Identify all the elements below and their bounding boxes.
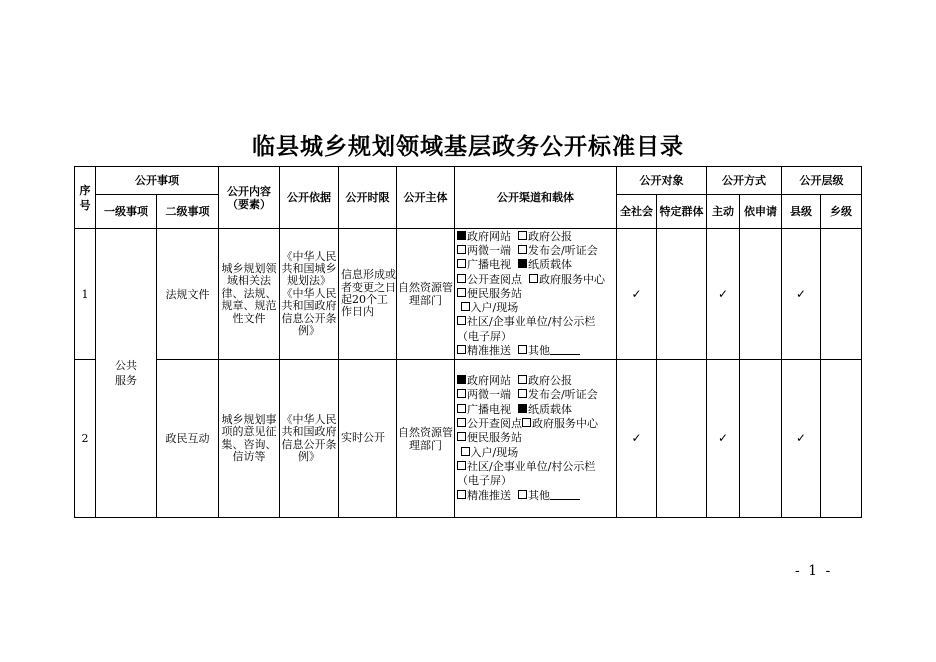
checkbox-empty-icon bbox=[461, 302, 470, 311]
checkbox-checked-icon bbox=[457, 231, 466, 240]
row-level-town bbox=[821, 360, 862, 518]
checkbox-empty-icon bbox=[522, 418, 531, 427]
header-method-request: 依申请 bbox=[740, 195, 782, 229]
row-basis: 《中华人民共和国城乡规划法》《中华人民共和国政府信息公开条例》 bbox=[280, 229, 339, 360]
fill-blank-line bbox=[550, 489, 580, 500]
checkbox-empty-icon bbox=[457, 432, 466, 441]
header-level: 公开层级 bbox=[782, 167, 862, 195]
checkbox-empty-icon bbox=[457, 389, 466, 398]
header-audience-specific: 特定群体 bbox=[657, 195, 707, 229]
row-subject: 自然资源管理部门 bbox=[397, 229, 455, 360]
row-seq: 2 bbox=[75, 360, 96, 518]
header-subject: 公开主体 bbox=[397, 167, 455, 229]
checkbox-checked-icon bbox=[518, 259, 527, 268]
checkbox-empty-icon bbox=[518, 389, 527, 398]
level1-cell: 公共服务 bbox=[96, 229, 157, 518]
row-channels: 政府网站 政府公报 两微一端 发布会/听证会 广播电视 纸质载体 公开查阅点 政府服务中心 便民服务站 入户/现场 社区/企事业单位/村公示栏（电子屏） 精准推送 其他 bbox=[455, 360, 617, 518]
row-time-limit: 信息形成或者变更之日起20个工作日内 bbox=[339, 229, 397, 360]
row-level2: 政民互动 bbox=[157, 360, 219, 518]
header-level-town: 乡级 bbox=[821, 195, 862, 229]
header-level2: 二级事项 bbox=[157, 195, 219, 229]
table-row bbox=[75, 229, 862, 360]
disclosure-catalog-table bbox=[74, 166, 862, 518]
checkbox-empty-icon bbox=[457, 245, 466, 254]
checkbox-empty-icon bbox=[457, 288, 466, 297]
header-time-limit: 公开时限 bbox=[339, 167, 397, 229]
header-content: 公开内容（要素） bbox=[219, 167, 280, 229]
header-audience-all: 全社会 bbox=[617, 195, 657, 229]
row-level-county: ✓ bbox=[782, 360, 821, 518]
row-channels: 政府网站 政府公报 两微一端 发布会/听证会 广播电视 纸质载体 公开查阅点 政府服务中心 便民服务站 入户/现场 社区/企事业单位/村公示栏（电子屏） 精准推送 其他 bbox=[455, 229, 617, 360]
header-items: 公开事项 bbox=[96, 167, 219, 195]
checkbox-empty-icon bbox=[518, 490, 527, 499]
row-audience-all: ✓ bbox=[617, 229, 657, 360]
row-method-request bbox=[740, 229, 782, 360]
header-row-1 bbox=[75, 167, 862, 195]
checkbox-checked-icon bbox=[518, 404, 527, 413]
checkbox-empty-icon bbox=[518, 245, 527, 254]
row-method-active: ✓ bbox=[707, 229, 740, 360]
checkbox-empty-icon bbox=[457, 490, 466, 499]
document-title: 临县城乡规划领域基层政务公开标准目录 bbox=[252, 133, 684, 160]
row-method-active: ✓ bbox=[707, 360, 740, 518]
checkbox-empty-icon bbox=[457, 316, 466, 325]
row-level-town bbox=[821, 229, 862, 360]
checkbox-empty-icon bbox=[461, 447, 470, 456]
header-method: 公开方式 bbox=[707, 167, 782, 195]
header-method-active: 主动 bbox=[707, 195, 740, 229]
checkbox-empty-icon bbox=[457, 461, 466, 470]
row-audience-all: ✓ bbox=[617, 360, 657, 518]
fill-blank-line bbox=[550, 344, 580, 355]
header-basis: 公开依据 bbox=[280, 167, 339, 229]
checkbox-checked-icon bbox=[457, 375, 466, 384]
header-level1: 一级事项 bbox=[96, 195, 157, 229]
header-audience: 公开对象 bbox=[617, 167, 707, 195]
checkbox-empty-icon bbox=[518, 345, 527, 354]
table-row bbox=[75, 360, 862, 518]
row-method-request bbox=[740, 360, 782, 518]
row-level-county: ✓ bbox=[782, 229, 821, 360]
header-seq: 序号 bbox=[75, 167, 96, 229]
row-seq: 1 bbox=[75, 229, 96, 360]
checkbox-empty-icon bbox=[457, 259, 466, 268]
checkbox-empty-icon bbox=[518, 231, 527, 240]
row-level2: 法规文件 bbox=[157, 229, 219, 360]
checkbox-empty-icon bbox=[518, 375, 527, 384]
header-channels: 公开渠道和载体 bbox=[455, 167, 617, 229]
checkbox-empty-icon bbox=[457, 418, 466, 427]
checkbox-empty-icon bbox=[457, 345, 466, 354]
row-content: 城乡规划事项的意见征集、咨询、信访等 bbox=[219, 360, 280, 518]
checkbox-empty-icon bbox=[529, 274, 538, 283]
row-content: 城乡规划领域相关法律、法规、规章、规范性文件 bbox=[219, 229, 280, 360]
checkbox-empty-icon bbox=[457, 274, 466, 283]
row-audience-specific bbox=[657, 360, 707, 518]
header-level-county: 县级 bbox=[782, 195, 821, 229]
row-time-limit: 实时公开 bbox=[339, 360, 397, 518]
page-number: - 1 - bbox=[795, 563, 833, 579]
row-audience-specific bbox=[657, 229, 707, 360]
checkbox-empty-icon bbox=[457, 404, 466, 413]
row-subject: 自然资源管理部门 bbox=[397, 360, 455, 518]
row-basis: 《中华人民共和国政府信息公开条例》 bbox=[280, 360, 339, 518]
